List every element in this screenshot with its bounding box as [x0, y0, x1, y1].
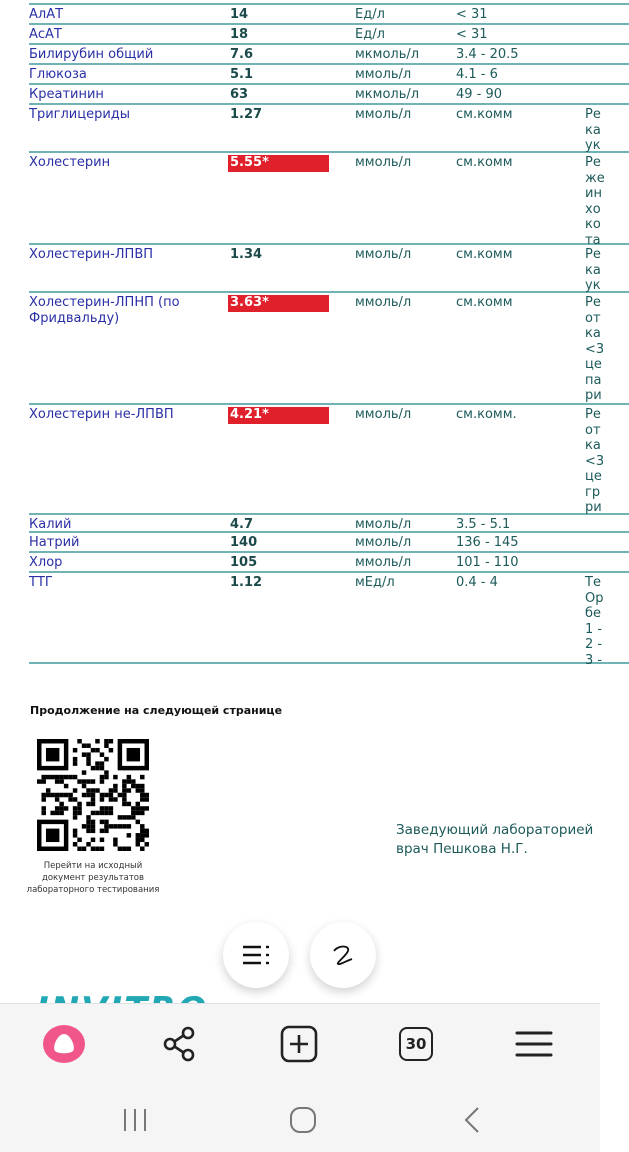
comment-line: ук [585, 138, 601, 153]
comment-line: та [585, 232, 601, 248]
test-value: 140 [230, 535, 258, 550]
test-unit: Ед/л [355, 7, 385, 22]
table-row [29, 85, 629, 105]
reference-range: 101 - 110 [456, 555, 519, 570]
reference-range: 136 - 145 [456, 535, 519, 550]
test-value: 5.1 [230, 67, 254, 82]
sign-button[interactable] [310, 922, 376, 988]
reference-range: см.комм [456, 247, 513, 262]
test-name: Триглицериды [29, 107, 131, 122]
test-name: Холестерин [29, 155, 111, 170]
qr-caption-line: документ результатов [41, 873, 145, 883]
table-row [29, 5, 629, 25]
reference-range: 49 - 90 [456, 87, 503, 102]
tabs-button[interactable] [391, 1024, 441, 1064]
comment-line: це [585, 357, 602, 372]
reference-range: 3.5 - 5.1 [456, 517, 511, 532]
test-value: 18 [230, 27, 249, 42]
comment-line: ри [585, 500, 602, 515]
back-button[interactable] [447, 1100, 497, 1140]
test-value: 105 [230, 555, 258, 570]
qr-caption-line: лабораторного тестирования [26, 885, 160, 895]
qr-code[interactable] [37, 739, 149, 851]
test-value: 4.7 [230, 517, 254, 532]
signature-icon [330, 943, 356, 967]
test-value: 14 [230, 7, 249, 22]
test-name: Хлор [29, 555, 63, 570]
recent-apps-button[interactable] [110, 1100, 160, 1140]
menu-button[interactable] [509, 1024, 559, 1064]
table-row [29, 515, 629, 533]
home-icon [289, 1106, 317, 1134]
table-row [29, 293, 629, 405]
signature-title: Заведующий лабораторией [396, 822, 594, 838]
comment-line: па [585, 372, 602, 388]
test-value: 1.34 [230, 247, 263, 262]
table-row [29, 573, 629, 668]
plus-square-icon [280, 1025, 318, 1063]
test-unit: мкмоль/л [355, 47, 420, 62]
table-row [29, 245, 629, 293]
table-row [29, 65, 629, 85]
alice-button[interactable] [39, 1024, 89, 1064]
comment-line: Ре [585, 247, 601, 262]
test-unit: ммоль/л [355, 155, 412, 170]
signature [396, 821, 593, 859]
comment-line: це [585, 469, 602, 484]
test-unit: ммоль/л [355, 295, 412, 310]
test-unit: ммоль/л [355, 517, 412, 532]
test-name: Калий [29, 517, 72, 532]
test-unit: ммоль/л [355, 67, 412, 82]
comment-line: ка [585, 326, 601, 341]
test-unit: ммоль/л [355, 555, 412, 570]
table-row [29, 45, 629, 65]
test-name: Билирубин общий [29, 47, 154, 62]
comment-line: Те [585, 575, 601, 590]
test-name: АсАТ [29, 27, 62, 42]
comment-line: <3 [585, 453, 605, 469]
comment-line: хо [585, 201, 601, 217]
test-name: АлАТ [29, 7, 64, 22]
table-row [29, 553, 629, 573]
share-icon [162, 1026, 198, 1062]
reference-range: 4.1 - 6 [456, 67, 498, 82]
list-icon [241, 943, 271, 967]
reference-range: см.комм [456, 107, 513, 122]
test-name: Натрий [29, 535, 80, 550]
signature-name: врач Пешкова Н.Г. [396, 841, 528, 857]
table-row [29, 405, 629, 515]
test-value: 1.27 [230, 107, 263, 122]
test-value: 3.63* [228, 295, 329, 312]
test-unit: ммоль/л [355, 407, 412, 422]
qr-caption [20, 860, 166, 896]
reference-range: 0.4 - 4 [456, 575, 498, 590]
test-unit: Ед/л [355, 27, 385, 42]
comment [585, 155, 605, 248]
comment-line: ка [585, 438, 601, 453]
alice-icon [41, 1024, 87, 1064]
comment-line: ко [585, 217, 601, 232]
comment-line: Ре [585, 107, 601, 122]
reference-range: < 31 [456, 7, 488, 22]
comment-line: 2 - [585, 637, 603, 652]
comment-line: ук [585, 278, 601, 293]
comment-line: гр [585, 484, 601, 500]
comment-line: 3 - [585, 652, 603, 668]
test-unit: ммоль/л [355, 535, 412, 550]
browser-toolbar [0, 1003, 600, 1152]
comment-line: Ре [585, 155, 601, 170]
recent-apps-icon [122, 1107, 148, 1133]
test-name: Креатинин [29, 87, 104, 102]
test-value: 63 [230, 87, 249, 102]
comment-line: Ре [585, 295, 601, 310]
test-value: 1.12 [230, 575, 263, 590]
comment-line: же [585, 170, 605, 186]
test-name: Холестерин не-ЛПВП [29, 407, 174, 422]
table-row [29, 153, 629, 248]
test-unit: ммоль/л [355, 107, 412, 122]
test-unit: мЕд/л [355, 575, 395, 590]
reference-range: см.комм [456, 295, 513, 310]
back-icon [462, 1106, 482, 1134]
test-name: Глюкоза [29, 67, 87, 82]
test-value: 4.21* [228, 407, 329, 424]
test-name: Холестерин-ЛПВП [29, 247, 154, 262]
comment [585, 107, 601, 154]
test-name: Холестерин-ЛПНП (по Фридвальду) [29, 295, 180, 326]
comment-line: ри [585, 388, 602, 403]
table-row [29, 25, 629, 45]
comment-line: Ор [585, 590, 604, 606]
continued-note: Продолжение на следующей странице [30, 704, 283, 717]
contents-button[interactable] [223, 922, 289, 988]
comment-line: 1 - [585, 621, 603, 637]
reference-range: см.комм [456, 155, 513, 170]
comment-line: от [585, 310, 601, 326]
comment [585, 575, 603, 668]
comment-line: ка [585, 122, 601, 138]
comment-line: от [585, 422, 601, 438]
tabs-count: 30 [399, 1027, 433, 1061]
test-unit: мкмоль/л [355, 87, 420, 102]
reference-range: < 31 [456, 27, 488, 42]
comment-line: ка [585, 262, 601, 278]
table-row [29, 105, 629, 153]
comment [585, 407, 604, 516]
comment-line: бе [585, 606, 602, 621]
test-value: 5.55* [228, 155, 329, 172]
home-button[interactable] [278, 1100, 328, 1140]
comment-line: <3 [585, 341, 605, 357]
qr-caption-line: Перейти на исходный [43, 861, 143, 871]
test-unit: ммоль/л [355, 247, 412, 262]
table-row [29, 533, 629, 553]
comment-line: ин [585, 186, 602, 201]
reference-range: 3.4 - 20.5 [456, 47, 519, 62]
comment [585, 247, 601, 294]
reference-range: см.комм. [456, 407, 517, 422]
comment [585, 295, 604, 404]
test-value: 7.6 [230, 47, 254, 62]
results-table [29, 3, 629, 668]
comment-line: Ре [585, 407, 601, 422]
test-name: ТТГ [29, 575, 53, 590]
share-button[interactable] [155, 1024, 205, 1064]
hamburger-icon [515, 1029, 553, 1059]
new-tab-button[interactable] [274, 1024, 324, 1064]
